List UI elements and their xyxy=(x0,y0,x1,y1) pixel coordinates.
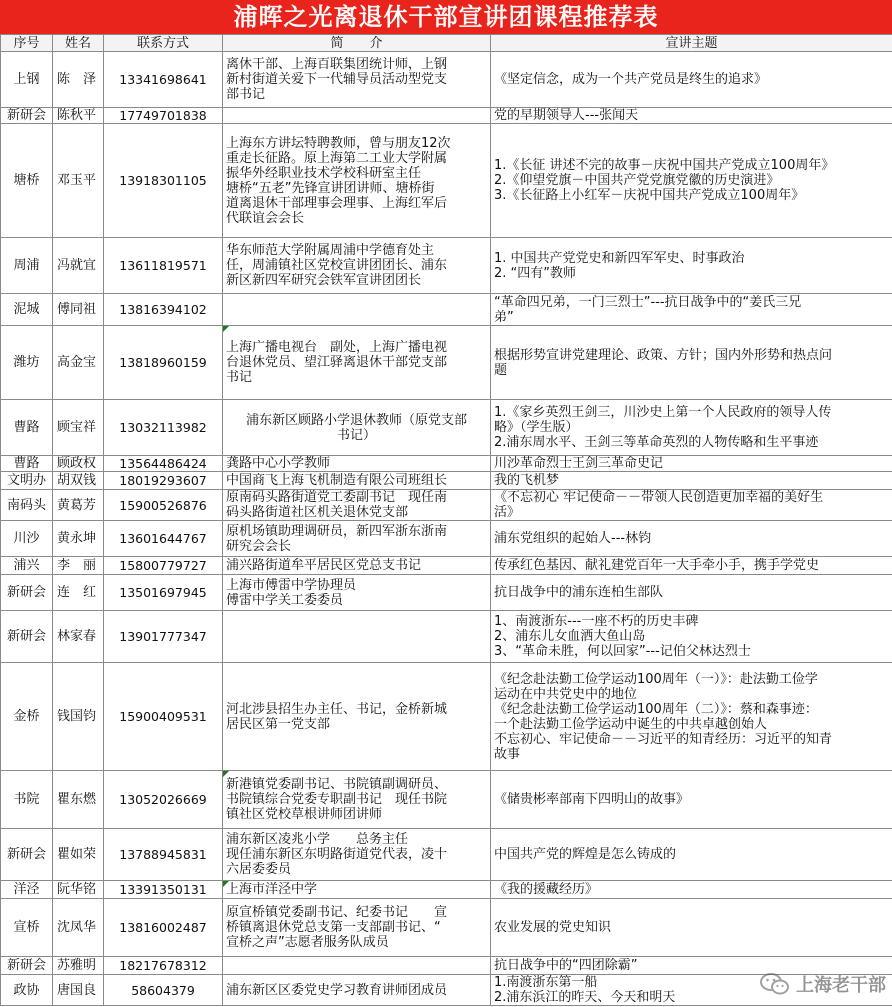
cell-unit: 川沙 xyxy=(1,521,53,557)
topic-line: 《储贵彬率部南下四明山的故事》 xyxy=(494,792,690,807)
cell-unit: 周浦 xyxy=(1,238,53,294)
cell-name: 黄葛芳 xyxy=(53,490,104,521)
header-row xyxy=(1,35,892,52)
topic-line: 2.浦东浜江的昨天、今天和明天 xyxy=(494,990,676,1005)
intro-line: 浦东新区凌兆小学 总务主任 xyxy=(226,832,409,847)
cell-topic xyxy=(491,294,892,326)
cell-name: 瞿如荣 xyxy=(53,829,104,881)
intro-line: 书院镇综合党委专职副书记 现任书院 xyxy=(226,792,448,807)
cell-name: 瞿东燃 xyxy=(53,771,104,829)
cell-intro xyxy=(223,829,491,881)
intro-line: 代联谊会会长 xyxy=(226,210,305,226)
table-row xyxy=(1,472,892,490)
topic-line: 故事 xyxy=(494,746,521,762)
topic-line: 活》 xyxy=(494,505,521,520)
intro-line: 部书记 xyxy=(226,87,266,102)
cell-name: 林家春 xyxy=(53,611,104,663)
intro-line: 中国商飞上海飞机制造有限公司班组长 xyxy=(226,473,448,488)
topic-line: 1.《长征 讲述不完的故事－庆祝中国共产党成立100周年》 xyxy=(494,158,835,173)
table-row xyxy=(1,899,892,957)
intro-line: 华东师范大学附属周浦中学德育处主 xyxy=(226,243,435,258)
cell-unit: 浦兴 xyxy=(1,557,53,575)
topic-line: 1.《家乡英烈王剑三，川沙史上第一个人民政府的领导人传 xyxy=(494,405,832,420)
cell-intro xyxy=(223,611,491,663)
intro-line: 重走长征路。原上海第二工业大学附属 xyxy=(226,150,448,166)
cell-intro xyxy=(223,975,491,1006)
cell-topic xyxy=(491,611,892,663)
cell-phone: 17749701838 xyxy=(104,108,223,124)
cell-phone: 18217678312 xyxy=(104,957,223,975)
cell-name: 陈秋平 xyxy=(53,108,104,124)
cell-topic xyxy=(491,490,892,521)
table-row xyxy=(1,575,892,611)
cell-intro xyxy=(223,472,491,490)
topic-line: 浦东党组织的起始人---林钧 xyxy=(494,531,652,546)
intro-line: 研究会会长 xyxy=(226,538,292,554)
cell-phone: 18019293607 xyxy=(104,472,223,490)
intro-line: 任，周浦镇社区党校宣讲团团长、浦东 xyxy=(226,258,448,273)
cell-phone: 13032113982 xyxy=(104,400,223,456)
cell-phone: 58604379 xyxy=(104,975,223,1006)
cell-name: 高金宝 xyxy=(53,326,104,400)
topic-line: 抗日战争中的“四团除霸” xyxy=(494,958,638,973)
cell-unit: 新研会 xyxy=(1,957,53,975)
cell-unit: 宣桥 xyxy=(1,899,53,957)
table-row xyxy=(1,294,892,326)
table-row xyxy=(1,456,892,472)
cell-phone: 13501697945 xyxy=(104,575,223,611)
intro-line: 上海广播电视台 副处，上海广播电视 xyxy=(226,340,448,355)
topic-line: 农业发展的党史知识 xyxy=(494,920,612,935)
cell-intro xyxy=(223,521,491,557)
topic-line: 2.《仰望党旗－中国共产党党旗党徽的历史演进》 xyxy=(494,173,780,188)
cell-unit: 曹路 xyxy=(1,456,53,472)
intro-line: 浦东新区顾路小学退休教师（原党支部 xyxy=(245,412,467,428)
cell-phone: 15900409531 xyxy=(104,663,223,771)
cell-unit: 曹路 xyxy=(1,400,53,456)
cell-name: 黄永坤 xyxy=(53,521,104,557)
intro-line: 台退休党员、望江驿离退休干部党支部 xyxy=(226,355,448,370)
intro-line: 龚路中心小学教师 xyxy=(226,456,331,471)
table-row xyxy=(1,975,892,1006)
cell-topic xyxy=(491,575,892,611)
cell-phone: 13788945831 xyxy=(104,829,223,881)
cell-topic xyxy=(491,472,892,490)
cell-name: 连 红 xyxy=(53,575,104,611)
intro-line: 桥镇离退休党总支第一支部副书记、“ xyxy=(226,920,441,935)
watermark-text: 上海老干部 xyxy=(796,975,886,996)
topic-line: 1、南渡浙东---一座不朽的历史丰碑 xyxy=(494,614,699,629)
table-row xyxy=(1,829,892,881)
cell-intro xyxy=(223,238,491,294)
cell-unit: 泥城 xyxy=(1,294,53,326)
topic-line: 传承红色基因、献礼建党百年一大手牵小手，携手学党史 xyxy=(494,558,820,573)
topic-line: 《纪念赴法勤工俭学运动100周年（二）》：蔡和森事迹： xyxy=(494,701,818,717)
wechat-icon xyxy=(760,972,790,996)
cell-name: 唐国良 xyxy=(53,975,104,1006)
course-table xyxy=(0,34,892,1006)
cell-phone: 13816002487 xyxy=(104,899,223,957)
header-unit: 序号 xyxy=(1,35,53,52)
cell-topic xyxy=(491,238,892,294)
intro-line: 浦东新区区委党史学习教育讲师团成员 xyxy=(226,982,448,998)
cell-name: 胡双钱 xyxy=(53,472,104,490)
topic-line: 一个赴法勤工俭学运动中诞生的中共卓越创始人 xyxy=(494,716,768,732)
watermark xyxy=(760,971,886,997)
topic-line: 题 xyxy=(494,362,508,378)
cell-intro xyxy=(223,456,491,472)
intro-line: 塘桥“五老”先锋宣讲团讲师、塘桥街 xyxy=(226,180,435,196)
intro-line: 浦兴路街道牟平居民区党总支书记 xyxy=(226,558,422,573)
cell-name: 邓玉平 xyxy=(53,124,104,238)
intro-line: 书记） xyxy=(336,427,376,443)
topic-line: 根据形势宣讲党建理论、政策、方针；国内外形势和热点问 xyxy=(494,347,833,363)
topic-line: 1.南渡浙东第一船 xyxy=(494,975,598,990)
topic-line: 运动在中共党史中的地位 xyxy=(494,686,638,702)
intro-line: 新港镇党委副书记、书院镇副调研员、 xyxy=(226,777,448,792)
cell-intro xyxy=(223,124,491,238)
cell-unit: 文明办 xyxy=(1,472,53,490)
cell-name: 阮华铭 xyxy=(53,881,104,899)
cell-unit: 南码头 xyxy=(1,490,53,521)
table-row xyxy=(1,124,892,238)
table-row xyxy=(1,238,892,294)
table-row xyxy=(1,400,892,456)
cell-intro xyxy=(223,326,491,400)
topic-line: 《不忘初心 牢记使命－－带领人民创造更加幸福的美好生 xyxy=(494,490,824,505)
topic-line: 2.浦东周水平、王剑三等革命英烈的人物传略和生平事迹 xyxy=(494,435,819,450)
intro-line: 原机场镇助理调研员，新四军浙东浙南 xyxy=(226,523,448,539)
cell-name: 钱国钧 xyxy=(53,663,104,771)
table-row xyxy=(1,611,892,663)
topic-line: 3、“革命未胜，何以回家”---记伯父林达烈士 xyxy=(494,644,751,659)
cell-unit: 新研会 xyxy=(1,108,53,124)
cell-topic xyxy=(491,899,892,957)
cell-phone: 13611819571 xyxy=(104,238,223,294)
cell-phone: 13391350131 xyxy=(104,881,223,899)
table-row xyxy=(1,326,892,400)
cell-phone: 13341698641 xyxy=(104,52,223,108)
intro-line: 振华外经职业技术学校科研室主任 xyxy=(226,165,422,181)
topic-line: 弟” xyxy=(494,309,514,325)
cell-topic xyxy=(491,124,892,238)
cell-phone: 15800779727 xyxy=(104,557,223,575)
intro-line: 道离退休干部理事会理事、上海红军后 xyxy=(226,195,448,211)
intro-line: 上海市傅雷中学协理员 xyxy=(226,577,357,593)
cell-topic xyxy=(491,108,892,124)
intro-line: 原南码头路街道党工委副书记 现任南 xyxy=(226,490,448,505)
cell-topic xyxy=(491,52,892,108)
topic-line: “革命四兄弟，一门三烈士”---抗日战争中的“姜氏三兄 xyxy=(494,294,802,310)
cell-intro xyxy=(223,52,491,108)
cell-phone: 13816394102 xyxy=(104,294,223,326)
intro-line: 原宣桥镇党委副书记、纪委书记 宣 xyxy=(226,905,448,920)
cell-intro xyxy=(223,957,491,975)
topic-line: 1. 中国共产党党史和新四军军史、时事政治 xyxy=(494,250,745,266)
topic-line: 3.《长征路上小红军－庆祝中国共产党成立100周年》 xyxy=(494,188,805,203)
cell-intro xyxy=(223,108,491,124)
cell-topic xyxy=(491,771,892,829)
intro-line: 新区新四军研究会铁军宣讲团团长 xyxy=(226,273,422,288)
cell-intro xyxy=(223,663,491,771)
cell-unit: 新研会 xyxy=(1,611,53,663)
cell-unit: 洋泾 xyxy=(1,881,53,899)
cell-name: 苏雅明 xyxy=(53,957,104,975)
topic-line: 川沙革命烈士王剑三革命史记 xyxy=(494,456,664,471)
cell-topic xyxy=(491,881,892,899)
intro-line: 上海东方讲坛特聘教师，曾与朋友12次 xyxy=(226,135,451,151)
table-row xyxy=(1,771,892,829)
topic-line: 2. “四有”教师 xyxy=(494,265,577,281)
intro-line: 河北涉县招生办主任、书记，金桥新城 xyxy=(226,701,448,717)
header-topic: 宣讲主题 xyxy=(491,35,892,52)
header-intro: 简 介 xyxy=(223,35,491,52)
cell-name: 傅同祖 xyxy=(53,294,104,326)
cell-phone: 13818960159 xyxy=(104,326,223,400)
cell-unit: 书院 xyxy=(1,771,53,829)
cell-intro xyxy=(223,881,491,899)
topic-line: 《坚定信念，成为一个共产党员是终生的追求》 xyxy=(494,72,768,87)
topic-line: 略》（学生版） xyxy=(494,420,579,435)
cell-intro xyxy=(223,771,491,829)
table-row xyxy=(1,108,892,124)
cell-topic xyxy=(491,663,892,771)
cell-name: 冯就宜 xyxy=(53,238,104,294)
intro-line: 镇社区党校草根讲师团讲师 xyxy=(226,807,383,822)
cell-unit: 上钢 xyxy=(1,52,53,108)
table-row xyxy=(1,490,892,521)
cell-name: 沈凤华 xyxy=(53,899,104,957)
intro-line: 书记 xyxy=(226,370,253,385)
topic-line: 我的飞机梦 xyxy=(494,473,560,488)
table-row xyxy=(1,521,892,557)
table-row xyxy=(1,663,892,771)
cell-intro xyxy=(223,400,491,456)
cell-phone: 13918301105 xyxy=(104,124,223,238)
table-row xyxy=(1,881,892,899)
cell-name: 顾宝祥 xyxy=(53,400,104,456)
cell-unit: 金桥 xyxy=(1,663,53,771)
intro-line: 宣桥之声”志愿者服务队成员 xyxy=(226,935,389,950)
cell-phone: 15900526876 xyxy=(104,490,223,521)
topic-line: 《我的援藏经历》 xyxy=(494,882,599,897)
cell-topic xyxy=(491,521,892,557)
cell-phone: 13564486424 xyxy=(104,456,223,472)
topic-line: 中国共产党的辉煌是怎么铸成的 xyxy=(494,847,677,862)
cell-phone: 13901777347 xyxy=(104,611,223,663)
intro-line: 六居委委员 xyxy=(226,862,292,877)
header-name: 姓名 xyxy=(53,35,104,52)
intro-line: 码头路街道社区机关退休党支部 xyxy=(226,505,409,520)
intro-line: 离休干部、上海百联集团统计师，上钢 xyxy=(226,57,448,72)
cell-intro xyxy=(223,294,491,326)
cell-topic xyxy=(491,326,892,400)
cell-topic xyxy=(491,557,892,575)
topic-line: 抗日战争中的浦东连柏生部队 xyxy=(494,585,664,600)
table-row xyxy=(1,957,892,975)
cell-unit: 塘桥 xyxy=(1,124,53,238)
cell-topic xyxy=(491,400,892,456)
table-row xyxy=(1,557,892,575)
table-row xyxy=(1,52,892,108)
topic-line: 党的早期领导人---张闻天 xyxy=(494,108,639,123)
intro-line: 上海市洋泾中学 xyxy=(226,882,318,897)
cell-name: 顾政权 xyxy=(53,456,104,472)
cell-unit: 新研会 xyxy=(1,829,53,881)
cell-phone: 13601644767 xyxy=(104,521,223,557)
cell-intro xyxy=(223,899,491,957)
cell-name: 陈 泽 xyxy=(53,52,104,108)
intro-line: 居民区第一党支部 xyxy=(226,716,331,732)
intro-line: 傅雷中学关工委委员 xyxy=(226,592,344,608)
cell-phone: 13052026669 xyxy=(104,771,223,829)
intro-line: 现任浦东新区东明路街道党代表，凌十 xyxy=(226,847,448,862)
cell-intro xyxy=(223,575,491,611)
cell-unit: 潍坊 xyxy=(1,326,53,400)
cell-topic xyxy=(491,456,892,472)
cell-unit: 政协 xyxy=(1,975,53,1006)
header-phone: 联系方式 xyxy=(104,35,223,52)
cell-intro xyxy=(223,490,491,521)
intro-line: 新村街道关爱下一代辅导员活动型党支 xyxy=(226,72,448,87)
cell-topic xyxy=(491,829,892,881)
topic-line: 《纪念赴法勤工俭学运动100周年（一）》：赴法勤工俭学 xyxy=(494,671,818,687)
page-title: 浦晖之光离退休干部宣讲团课程推荐表 xyxy=(0,0,892,34)
topic-line: 2、浦东儿女血洒大鱼山岛 xyxy=(494,629,646,644)
topic-line: 不忘初心、牢记使命－－习近平的知青经历：习近平的知青 xyxy=(494,731,833,747)
cell-intro xyxy=(223,557,491,575)
cell-name: 李 丽 xyxy=(53,557,104,575)
cell-unit: 新研会 xyxy=(1,575,53,611)
